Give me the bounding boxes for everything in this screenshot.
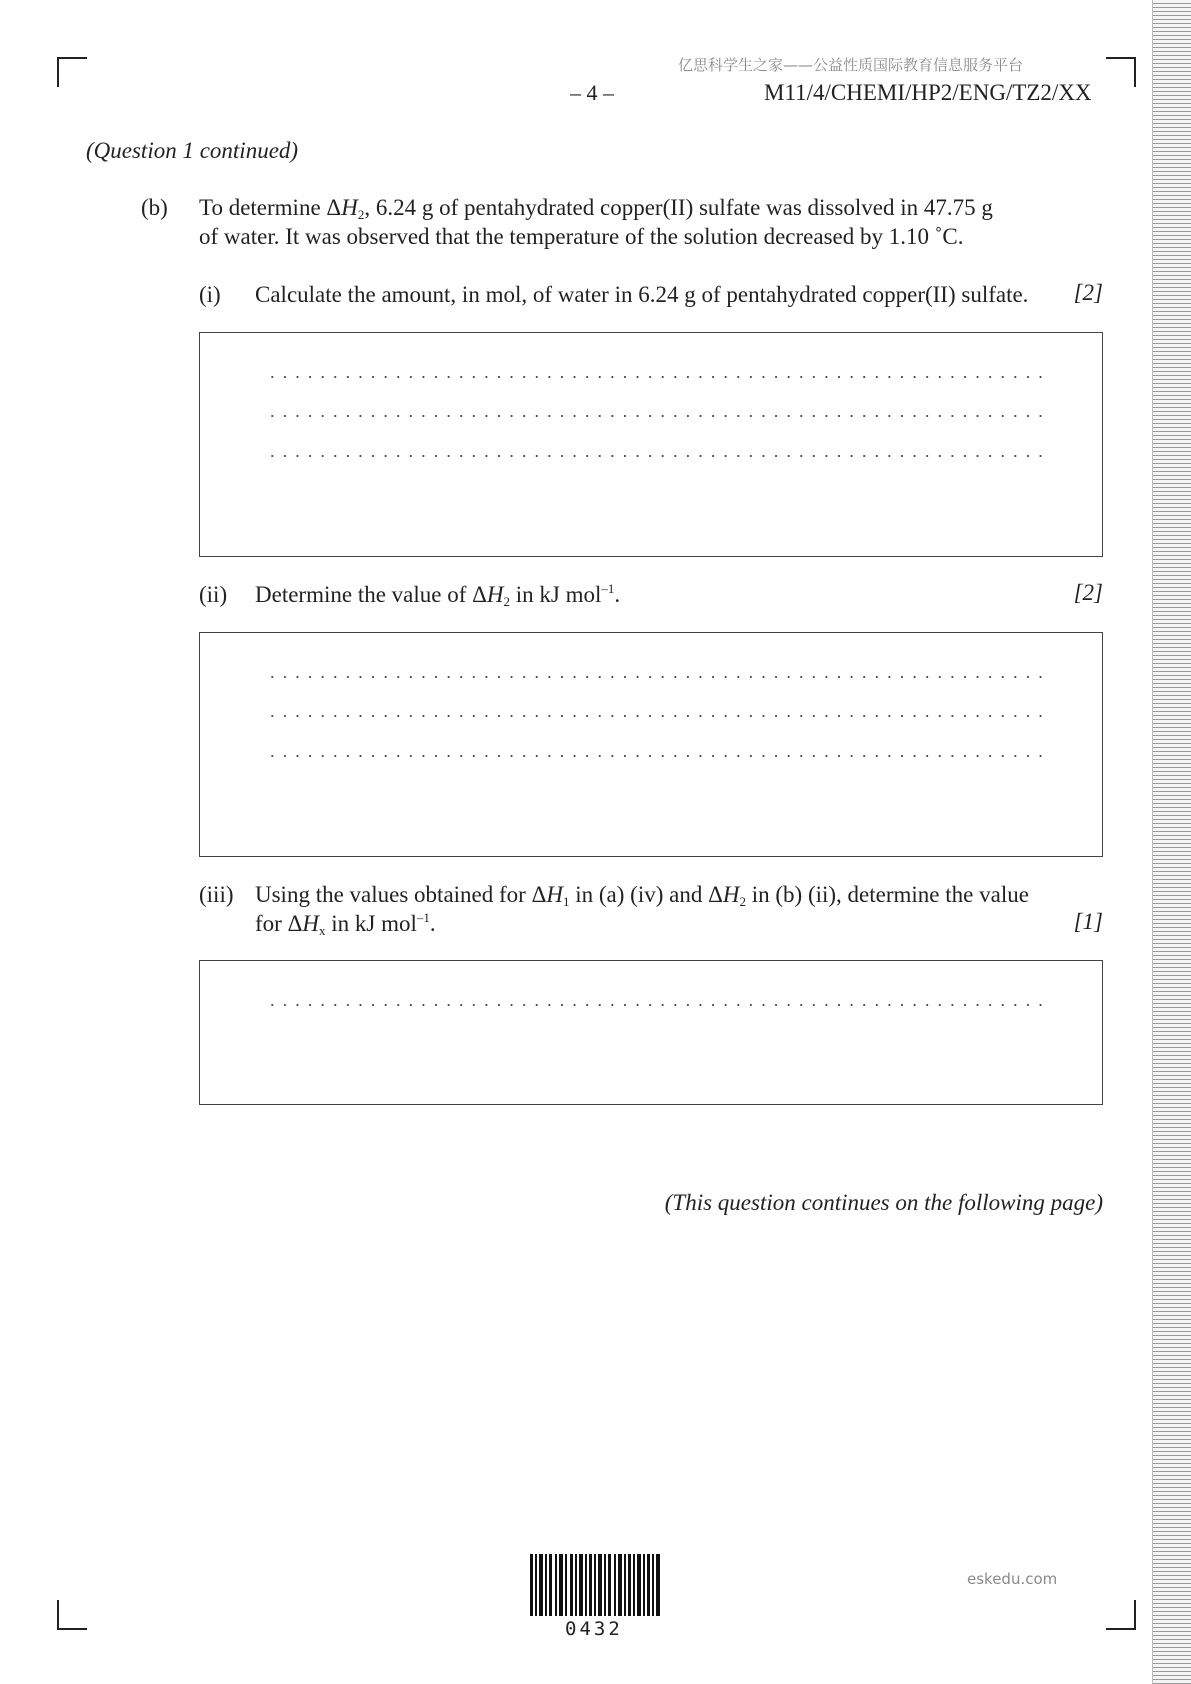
answer-box-iii[interactable]	[199, 960, 1103, 1105]
sub-iii-label: (iii)	[199, 882, 234, 907]
sub-i-label: (i)	[199, 282, 221, 307]
sub-ii-text: Determine the value of $\Delta H_2$ in kJ mol$^{-1}$.	[255, 581, 621, 609]
footer-watermark: eskedu.com	[967, 1570, 1058, 1588]
answer-line	[266, 715, 1042, 717]
barcode-icon	[530, 1554, 660, 1616]
page-number: – 4 –	[570, 80, 614, 105]
answer-box-ii[interactable]	[199, 632, 1103, 857]
sub-iii-text	[255, 880, 1029, 938]
sub-ii-label: (ii)	[199, 582, 228, 607]
sub-iii-marks: [1]	[1073, 909, 1103, 934]
crop-mark-bottom-right	[1106, 1600, 1136, 1630]
sub-iii-line-2: for $\Delta H_x$ in kJ mol$^{-1}$.	[255, 910, 436, 938]
paper-code: M11/4/CHEMI/HP2/ENG/TZ2/XX	[764, 80, 1092, 105]
question-continued-label: (Question 1 continued)	[86, 138, 299, 163]
answer-box-i[interactable]	[199, 332, 1103, 557]
answer-line	[266, 376, 1042, 378]
part-b-line-2: of water. It was observed that the temperature of the solution decreased by 1.10 ˚C.	[199, 224, 964, 249]
header-watermark: 亿思科学生之家——公益性质国际教育信息服务平台	[678, 56, 1024, 74]
continues-note: (This question continues on the following page)	[664, 1190, 1103, 1215]
sub-i-text: Calculate the amount, in mol, of water in 6.24 g of pentahydrated copper(II) sulfate.	[255, 282, 1029, 307]
crop-mark-top-left	[57, 57, 87, 87]
answer-line	[266, 455, 1042, 457]
crop-mark-top-right	[1106, 57, 1136, 87]
part-b-line-1: To determine $\Delta H_2$, 6.24 g of pentahydrated copper(II) sulfate was dissolved in 47.75 g	[199, 195, 993, 222]
sub-i-marks: [2]	[1073, 280, 1103, 305]
part-b-text	[199, 193, 1103, 251]
answer-line	[266, 415, 1042, 417]
crop-mark-bottom-left	[57, 1600, 87, 1630]
answer-line	[266, 676, 1042, 678]
hatched-margin-strip	[1152, 0, 1191, 1684]
answer-line	[266, 1004, 1042, 1006]
part-b-label: (b)	[141, 195, 168, 220]
sub-ii-marks: [2]	[1073, 580, 1103, 605]
barcode-number: 0432	[565, 1618, 623, 1640]
answer-line	[266, 755, 1042, 757]
sub-iii-line-1: Using the values obtained for $\Delta H_1$ in (a) (iv) and $\Delta H_2$ in (b) (ii), determine the value	[255, 882, 1029, 909]
